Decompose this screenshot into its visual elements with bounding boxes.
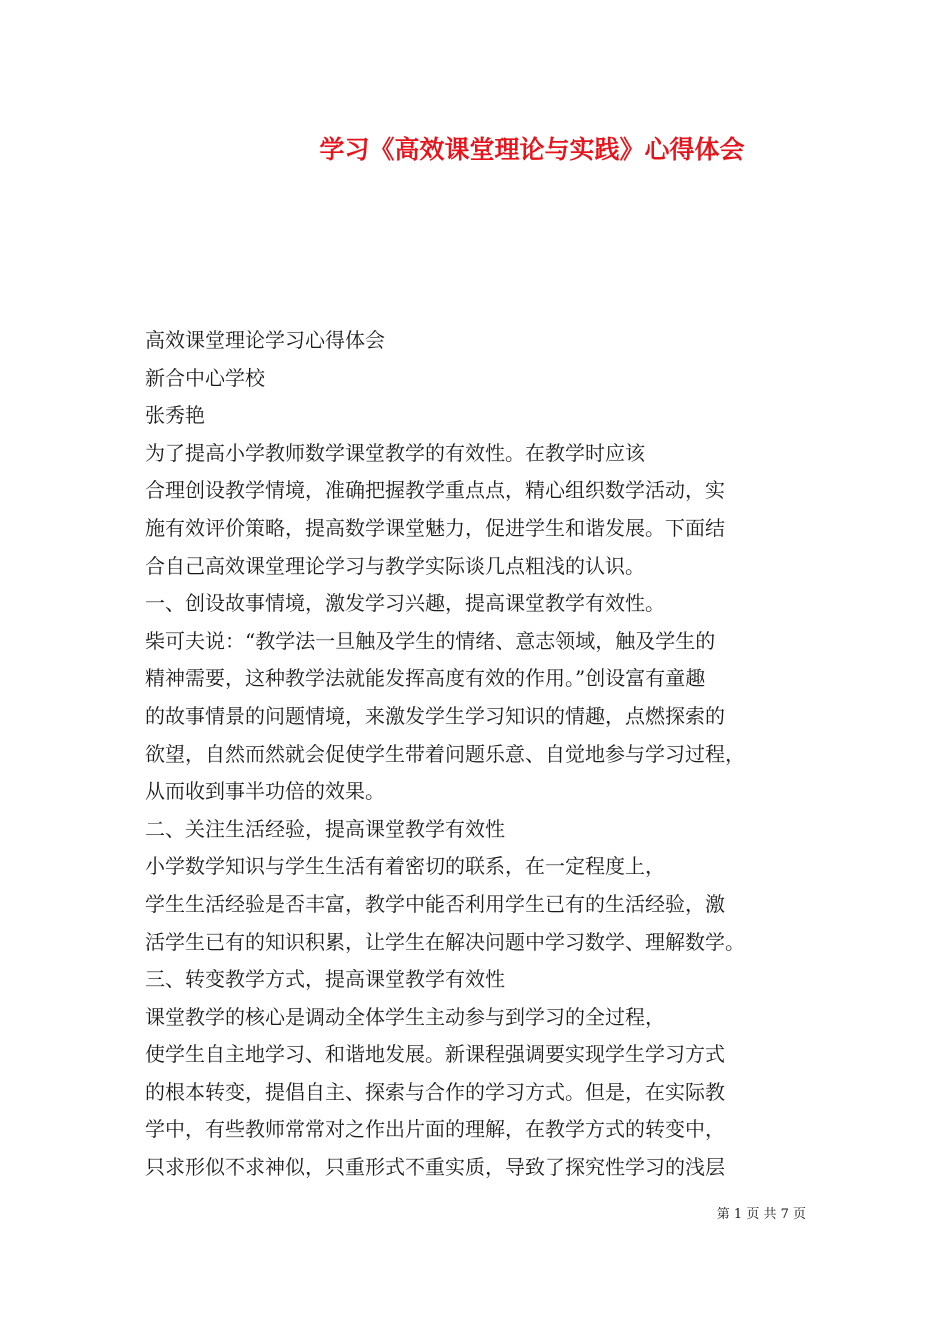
- body-line: 为了提高小学教师数学课堂教学的有效性。在教学时应该: [145, 440, 645, 465]
- body-line: 课堂教学的核心是调动全体学生主动参与到学习的全过程，: [145, 1004, 665, 1029]
- body-line: 只求形似不求神似，只重形式不重实质，导致了探究性学习的浅层: [145, 1155, 725, 1180]
- body-line: 二、关注生活经验，提高课堂教学有效性: [145, 816, 505, 841]
- body-line: 的故事情景的问题情境，来激发学生学习知识的情趣，点燃探索的: [145, 703, 725, 728]
- document-title: 学习《高效课堂理论与实践》心得体会: [319, 135, 745, 164]
- body-line: 小学数学知识与学生生活有着密切的联系，在一定程度上，: [145, 854, 665, 879]
- body-line: 学中，有些教师常常对之作出片面的理解，在教学方式的转变中，: [145, 1117, 725, 1142]
- body-line: 一、创设故事情境，激发学习兴趣，提高课堂教学有效性。: [145, 591, 665, 616]
- body-line: 活学生已有的知识积累，让学生在解决问题中学习数学、理解数学。: [145, 929, 745, 954]
- body-lines: [145, 435, 835, 1187]
- document-body: [145, 322, 835, 1187]
- body-line: 三、转变教学方式，提高课堂教学有效性: [145, 967, 505, 992]
- body-line: 从而收到事半功倍的效果。: [145, 779, 385, 804]
- body-line: 使学生自主地学习、和谐地发展。新课程强调要实现学生学习方式: [145, 1042, 725, 1067]
- body-line: 柴可夫说：“教学法一旦触及学生的情绪、意志领域，触及学生的: [145, 628, 716, 653]
- body-line: 学生生活经验是否丰富，教学中能否利用学生已有的生活经验，激: [145, 891, 725, 916]
- body-line: 合理创设教学情境，准确把握教学重点点，精心组织数学活动，实: [145, 478, 725, 503]
- page-number: 第 1 页 共 7 页: [716, 1207, 806, 1222]
- author-name: 张秀艳: [145, 403, 205, 428]
- school-name: 新合中心学校: [145, 365, 265, 390]
- body-line: 施有效评价策略，提高数学课堂魅力，促进学生和谐发展。下面结: [145, 515, 725, 540]
- body-line: 合自己高效课堂理论学习与教学实际谈几点粗浅的认识。: [145, 553, 645, 578]
- body-line: 欲望，自然而然就会促使学生带着问题乐意、自觉地参与学习过程，: [145, 741, 745, 766]
- body-line: 的根本转变，提倡自主、探索与合作的学习方式。但是，在实际教: [145, 1079, 725, 1104]
- body-line: 精神需要，这种教学法就能发挥高度有效的作用。”创设富有童趣: [145, 666, 706, 691]
- document-subtitle: 高效课堂理论学习心得体会: [145, 328, 385, 352]
